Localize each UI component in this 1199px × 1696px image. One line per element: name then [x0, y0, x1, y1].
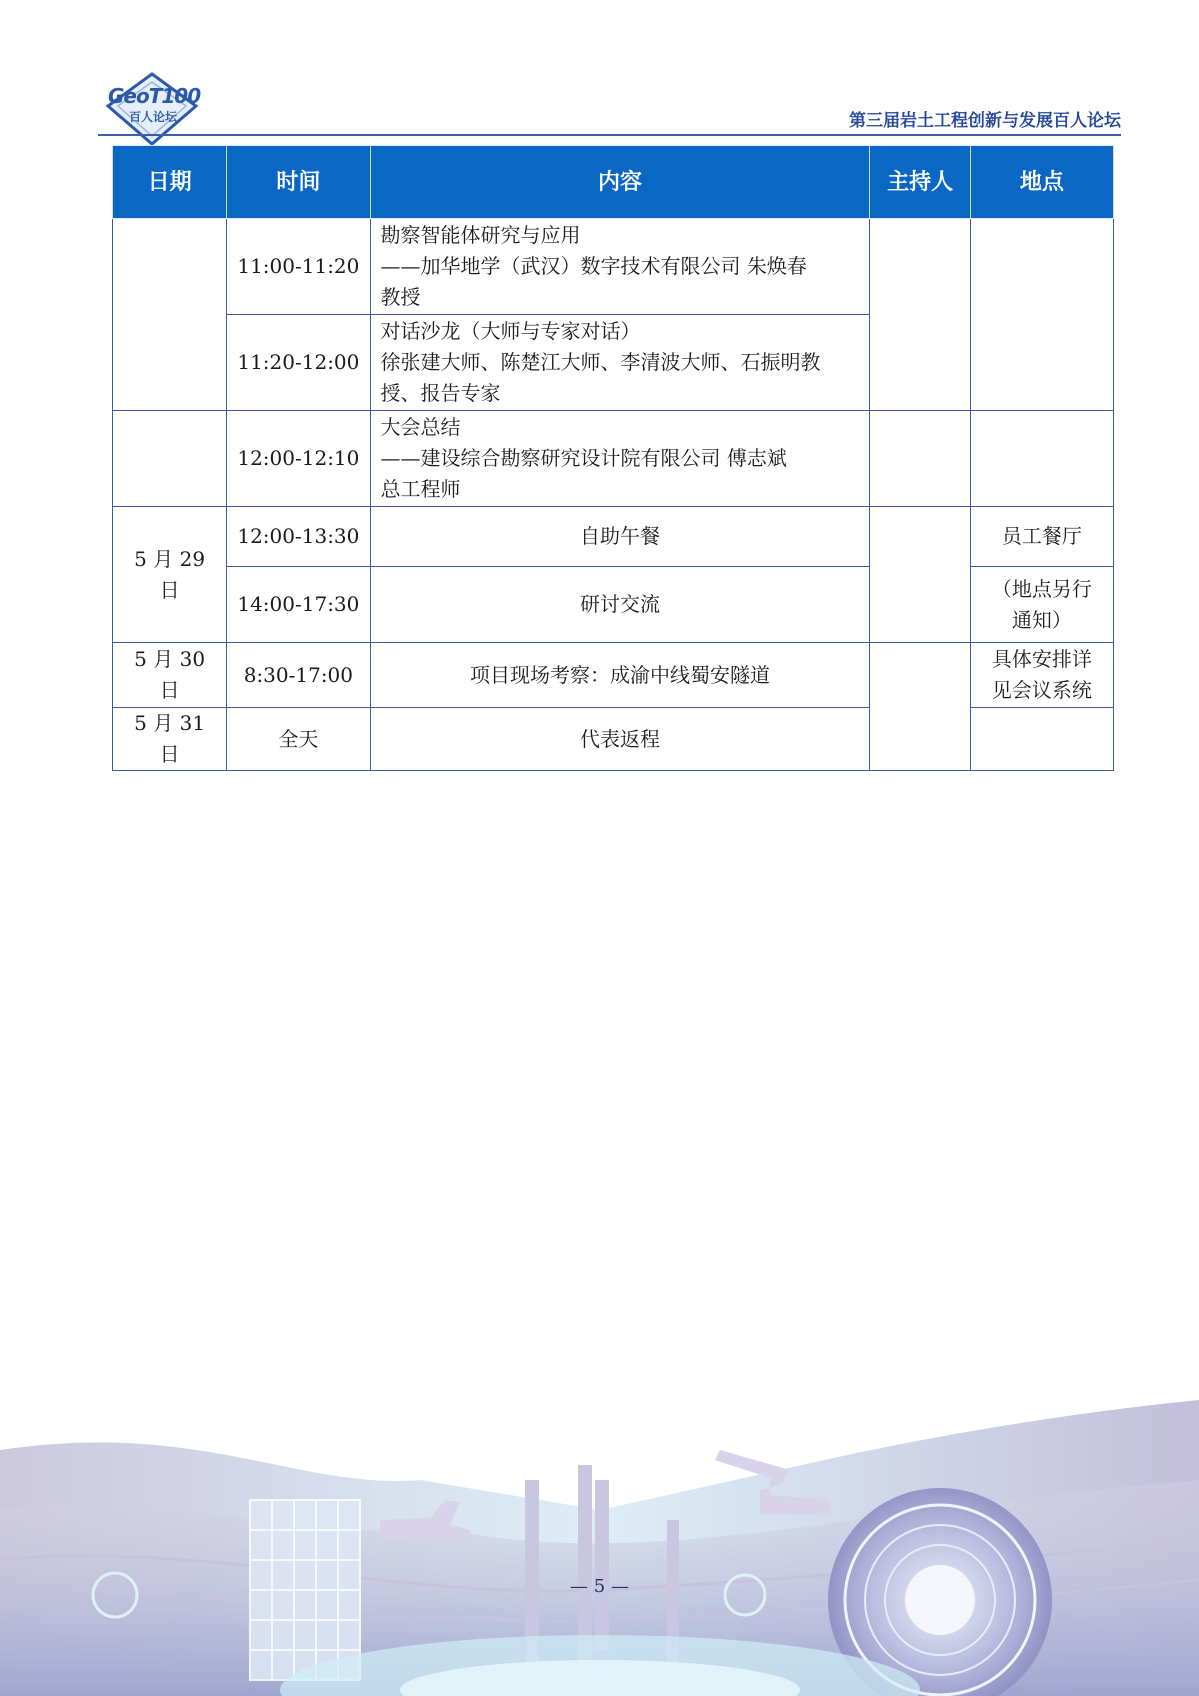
location-cell: 员工餐厅 [970, 507, 1113, 567]
content-line: ——建设综合勘察研究设计院有限公司 傅志斌 [380, 446, 787, 470]
time-cell: 12:00-13:30 [227, 507, 370, 567]
content-cell: 项目现场考察：成渝中线蜀安隧道 [370, 643, 870, 708]
content-line: 大会总结 [380, 415, 461, 439]
location-cell [970, 411, 1113, 507]
schedule-table [112, 145, 1114, 771]
logo-subtext: 百人论坛 [128, 110, 177, 124]
content-cell [370, 411, 870, 507]
col-header-host: 主持人 [870, 146, 970, 219]
location-line: 通知） [1011, 607, 1072, 632]
content-line: 对话沙龙（大师与专家对话） [380, 319, 641, 343]
footer-illustration [0, 1390, 1199, 1696]
content-line: 总工程师 [380, 477, 461, 501]
header-divider [98, 134, 1121, 136]
table-header-row [113, 146, 1114, 219]
time-cell: 14:00-17:30 [227, 567, 370, 643]
table-row [113, 507, 1114, 567]
time-cell: 8:30-17:00 [227, 643, 370, 708]
time-cell: 12:00-12:10 [227, 411, 370, 507]
time-cell: 11:20-12:00 [227, 315, 370, 411]
table-row [113, 643, 1114, 708]
content-cell: 自助午餐 [370, 507, 870, 567]
content-cell: 代表返程 [370, 708, 870, 771]
col-header-location: 地点 [970, 146, 1113, 219]
location-line: （地点另行 [991, 576, 1092, 601]
date-cell: 5 月 29 日 [113, 507, 227, 643]
content-line: 勘察智能体研究与应用 [380, 223, 581, 247]
host-cell [870, 643, 970, 771]
forum-title: 第三届岩土工程创新与发展百人论坛 [849, 111, 1121, 131]
content-cell [370, 219, 870, 315]
time-cell: 全天 [227, 708, 370, 771]
col-header-time: 时间 [227, 146, 370, 219]
content-cell: 研讨交流 [370, 567, 870, 643]
date-cell: 5 月 30 日 [113, 643, 227, 708]
table-row [113, 219, 1114, 315]
host-cell [870, 411, 970, 507]
host-cell [870, 507, 970, 643]
date-cell [113, 219, 227, 411]
host-cell [870, 219, 970, 411]
time-cell: 11:00-11:20 [227, 219, 370, 315]
location-line: 具体安排详 [991, 647, 1092, 671]
page-number: — 5 — [570, 1576, 629, 1597]
table-row [113, 411, 1114, 507]
col-header-content: 内容 [370, 146, 870, 219]
col-header-date: 日期 [113, 146, 227, 219]
date-cell [113, 411, 227, 507]
date-cell: 5 月 31 日 [113, 708, 227, 771]
content-line: 授、报告专家 [380, 381, 501, 405]
content-cell [370, 315, 870, 411]
location-cell [970, 708, 1113, 771]
content-line: ——加华地学（武汉）数字技术有限公司 朱焕春 [380, 254, 807, 278]
logo-text: GeoT100 [108, 84, 201, 108]
location-cell [970, 219, 1113, 411]
location-cell [970, 643, 1113, 708]
content-line: 徐张建大师、陈楚江大师、李清波大师、石振明教 [380, 350, 821, 374]
location-line: 见会议系统 [991, 678, 1092, 702]
content-line: 教授 [380, 285, 421, 309]
location-cell [970, 567, 1113, 643]
